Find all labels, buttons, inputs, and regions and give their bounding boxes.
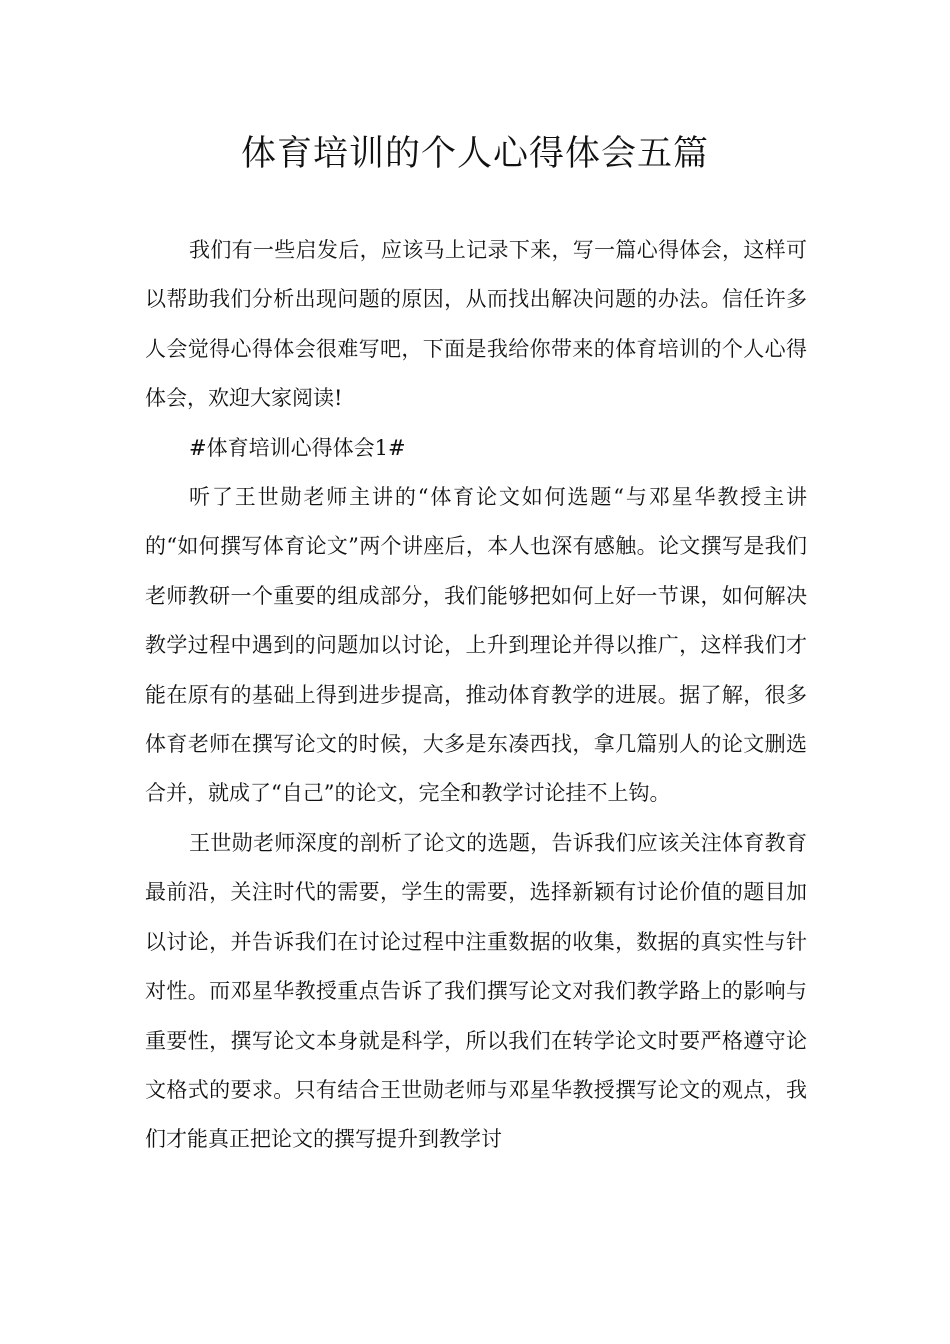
document-body [145, 226, 807, 1165]
paragraph-intro: 我们有一些启发后，应该马上记录下来，写一篇心得体会，这样可以帮助我们分析出现问题的原因，从而找出解决问题的办法。信任许多人会觉得心得体会很难写吧，下面是我给你带来的体育培训的个人心得体会，欢迎大家阅读! [145, 238, 807, 411]
section-heading: #体育培训心得体会1# [189, 435, 406, 460]
paragraph-body: 听了王世勋老师主讲的“体育论文如何选题“与邓星华教授主讲的“如何撰写体育论文”两个讲座后，本人也深有感触。论文撰写是我们老师教研一个重要的组成部分，我们能够把如何上好一节课，如何解决教学过程中遇到的问题加以讨论，上升到理论并得以推广，这样我们才能在原有的基础上得到进步提高，推动体育教学的进展。据了解，很多体育老师在撰写论文的时候，大多是东凑西找，拿几篇别人的论文删选合并，就成了“自己”的论文，完全和教学讨论挂不上钩。 [145, 485, 807, 806]
document-title: 体育培训的个人心得体会五篇 [240, 134, 709, 174]
paragraph-body: 王世勋老师深度的剖析了论文的选题，告诉我们应该关注体育教育最前沿，关注时代的需要，学生的需要，选择新颖有讨论价值的题目加以讨论，并告诉我们在讨论过程中注重数据的收集，数据的真实性与针对性。而邓星华教授重点告诉了我们撰写论文对我们教学路上的影响与重要性，撰写论文本身就是科学，所以我们在转学论文时要严格遵守论文格式的要求。只有结合王世勋老师与邓星华教授撰写论文的观点，我们才能真正把论文的撰写提升到教学讨 [145, 830, 807, 1152]
